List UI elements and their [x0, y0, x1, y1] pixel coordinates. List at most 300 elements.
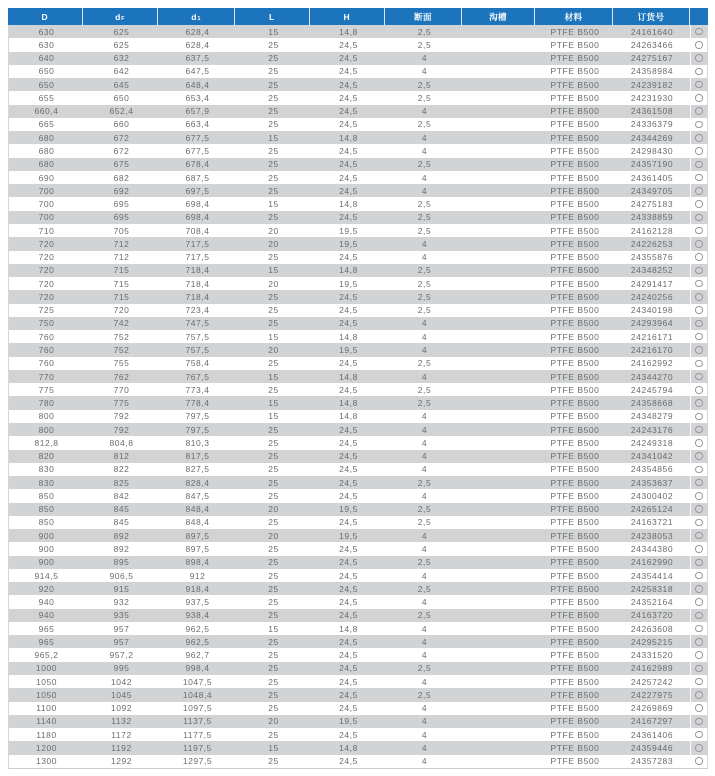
- cell-dinghuohao: 24238053: [630, 530, 674, 541]
- table-row: [9, 529, 707, 542]
- cell-D: 1140: [36, 716, 57, 727]
- cell-H: 14,8: [339, 371, 358, 382]
- cell-dF: 712: [113, 238, 130, 249]
- cell-d1: 962,5: [185, 623, 210, 634]
- cell-cailiao: PTFE B500: [550, 199, 600, 210]
- cell-goucao: [463, 476, 536, 489]
- cell-cailiao: PTFE B500: [550, 185, 600, 196]
- cell-dinghuohao: 24300402: [630, 490, 674, 501]
- cell-duanmian: 4: [421, 238, 428, 249]
- cell-goucao: [463, 622, 536, 635]
- cell-cailiao: PTFE B500: [550, 623, 600, 634]
- column-header-D: [8, 8, 83, 25]
- column-header-order-number: [613, 8, 690, 25]
- cell-L: 25: [268, 305, 279, 316]
- cell-d1: 677,5: [185, 146, 210, 157]
- cell-duanmian: 4: [421, 543, 428, 554]
- cell-marker: [690, 675, 707, 688]
- table-row: [9, 410, 707, 423]
- cell-L: 25: [268, 318, 279, 329]
- cell-cailiao: PTFE B500: [550, 265, 600, 276]
- cell-duanmian: 4: [421, 490, 428, 501]
- cell-goucao: [463, 396, 536, 409]
- cell-d1: 1097,5: [182, 703, 213, 714]
- cell-cailiao: PTFE B500: [550, 451, 600, 462]
- cell-L: 25: [268, 53, 279, 64]
- cell-goucao: [463, 290, 536, 303]
- table-row: [9, 436, 707, 449]
- cell-duanmian: 4: [421, 345, 428, 355]
- circle-icon: [695, 240, 703, 248]
- cell-cailiao: PTFE B500: [550, 583, 600, 594]
- cell-D: 812,8: [34, 437, 59, 448]
- cell-D: 680: [38, 132, 55, 143]
- cell-L: 20: [268, 278, 279, 289]
- cell-L: 20: [268, 504, 279, 515]
- cell-dF: 742: [113, 318, 130, 329]
- cell-goucao: [463, 662, 536, 675]
- table-row: [9, 277, 707, 290]
- column-label: 订货号: [637, 11, 665, 22]
- cell-d1: 962,7: [185, 650, 210, 661]
- cell-H: 14,8: [339, 132, 358, 143]
- cell-duanmian: 2,5: [417, 610, 432, 621]
- cell-D: 1050: [35, 689, 58, 700]
- cell-L: 25: [268, 570, 279, 581]
- cell-dinghuohao: 24258318: [630, 583, 674, 594]
- cell-marker: [690, 25, 707, 38]
- cell-H: 14,8: [339, 26, 358, 37]
- circle-icon: [695, 678, 703, 686]
- cell-duanmian: 2,5: [417, 663, 432, 674]
- cell-d1: 757,5: [185, 331, 210, 342]
- cell-goucao: [463, 383, 536, 396]
- cell-dinghuohao: 24357190: [630, 159, 674, 170]
- cell-duanmian: 4: [421, 371, 428, 382]
- cell-d1: 757,5: [185, 345, 210, 355]
- cell-marker: [690, 290, 707, 303]
- cell-duanmian: 4: [421, 716, 428, 727]
- cell-goucao: [463, 330, 536, 343]
- column-label: 材料: [564, 11, 583, 22]
- cell-H: 24,5: [339, 557, 358, 568]
- table-row: [9, 105, 707, 118]
- cell-L: 15: [268, 623, 279, 634]
- table-row: [9, 52, 707, 65]
- cell-D: 720: [38, 291, 55, 302]
- cell-duanmian: 4: [421, 729, 428, 740]
- cell-dF: 645: [113, 79, 130, 90]
- cell-dF: 1172: [111, 729, 132, 740]
- cell-dF: 675: [113, 159, 130, 170]
- table-row: [9, 609, 707, 622]
- cell-dF: 770: [113, 384, 130, 395]
- cell-D: 940: [38, 610, 55, 621]
- cell-cailiao: PTFE B500: [550, 53, 600, 64]
- cell-dF: 752: [113, 331, 130, 342]
- column-label: D: [41, 11, 49, 22]
- cell-goucao: [463, 675, 536, 688]
- cell-cailiao: PTFE B500: [550, 132, 600, 143]
- cell-duanmian: 4: [421, 424, 428, 435]
- cell-duanmian: 4: [421, 53, 428, 64]
- cell-marker: [690, 688, 707, 701]
- table-row: [9, 450, 707, 463]
- cell-L: 25: [268, 597, 279, 608]
- circle-icon: [695, 306, 703, 314]
- cell-L: 15: [268, 371, 279, 382]
- cell-marker: [690, 715, 707, 728]
- cell-cailiao: PTFE B500: [550, 756, 600, 767]
- table-row: [9, 144, 707, 157]
- table-row: [9, 91, 707, 104]
- cell-goucao: [463, 264, 536, 277]
- cell-dF: 892: [113, 530, 130, 541]
- table-row: [9, 569, 707, 582]
- cell-L: 15: [268, 331, 279, 342]
- cell-marker: [690, 648, 707, 661]
- cell-D: 655: [38, 92, 55, 103]
- cell-marker: [690, 503, 707, 516]
- cell-H: 14,8: [339, 411, 358, 422]
- cell-cailiao: PTFE B500: [550, 318, 600, 329]
- cell-marker: [690, 224, 707, 237]
- table-row: [9, 118, 707, 131]
- circle-icon: [695, 651, 703, 659]
- cell-L: 25: [268, 676, 279, 687]
- cell-marker: [690, 741, 707, 754]
- cell-H: 24,5: [339, 517, 358, 528]
- cell-H: 14,8: [339, 742, 358, 753]
- circle-icon: [695, 665, 703, 673]
- cell-H: 19,5: [339, 238, 358, 249]
- cell-H: 24,5: [339, 212, 358, 223]
- cell-marker: [690, 489, 707, 502]
- table-row: [9, 383, 707, 396]
- cell-H: 24,5: [339, 663, 358, 674]
- cell-D: 900: [38, 543, 55, 554]
- circle-icon: [695, 612, 703, 620]
- cell-d1: 718,4: [185, 278, 210, 289]
- cell-dinghuohao: 24265124: [630, 504, 674, 515]
- circle-icon: [695, 360, 703, 368]
- cell-H: 24,5: [339, 318, 358, 329]
- cell-dF: 660: [113, 119, 130, 130]
- circle-icon: [695, 147, 703, 155]
- cell-cailiao: PTFE B500: [550, 66, 600, 77]
- circle-icon: [695, 161, 703, 169]
- cell-d1: 817,5: [185, 451, 210, 462]
- cell-d1: 678,4: [185, 159, 210, 170]
- circle-icon: [695, 691, 703, 699]
- table-row: [9, 675, 707, 688]
- cell-goucao: [463, 609, 536, 622]
- cell-dF: 812: [113, 451, 130, 462]
- cell-H: 14,8: [339, 623, 358, 634]
- column-label: 断面: [414, 11, 432, 22]
- cell-H: 24,5: [339, 305, 358, 316]
- cell-D: 640: [38, 53, 55, 64]
- cell-d1: 912: [189, 570, 206, 581]
- cell-marker: [690, 635, 707, 648]
- table-row: [9, 741, 707, 754]
- cell-goucao: [463, 237, 536, 250]
- cell-dinghuohao: 24344380: [630, 543, 674, 554]
- table-row: [9, 556, 707, 569]
- cell-goucao: [463, 635, 536, 648]
- cell-d1: 897,5: [185, 530, 210, 541]
- cell-H: 24,5: [339, 291, 358, 302]
- table-row: [9, 317, 707, 330]
- cell-L: 25: [268, 39, 279, 50]
- circle-icon: [695, 253, 703, 261]
- circle-icon: [695, 399, 703, 407]
- cell-marker: [690, 463, 707, 476]
- cell-L: 25: [268, 66, 279, 77]
- cell-d1: 1048,4: [182, 689, 213, 700]
- cell-D: 680: [38, 146, 55, 157]
- circle-icon: [695, 413, 703, 421]
- cell-dF: 1132: [111, 716, 132, 727]
- cell-d1: 847,5: [185, 490, 210, 501]
- cell-H: 24,5: [339, 424, 358, 435]
- cell-d1: 698,4: [185, 212, 210, 223]
- cell-goucao: [463, 38, 536, 51]
- cell-cailiao: PTFE B500: [550, 650, 600, 661]
- circle-icon: [695, 333, 703, 341]
- cell-H: 19,5: [339, 530, 358, 541]
- cell-L: 15: [268, 132, 279, 143]
- table-body: [8, 25, 708, 769]
- cell-D: 710: [38, 225, 55, 236]
- cell-D: 630: [38, 39, 55, 50]
- cell-goucao: [463, 25, 536, 38]
- circle-icon: [695, 731, 703, 739]
- cell-H: 24,5: [339, 650, 358, 661]
- cell-duanmian: 4: [421, 570, 428, 581]
- cell-dinghuohao: 24257242: [630, 676, 674, 687]
- cell-D: 1050: [35, 676, 58, 687]
- cell-dinghuohao: 24161640: [630, 26, 674, 37]
- circle-icon: [695, 439, 703, 447]
- table-row: [9, 728, 707, 741]
- table-row: [9, 131, 707, 144]
- cell-D: 690: [38, 172, 55, 183]
- cell-dinghuohao: 24231930: [630, 92, 674, 103]
- cell-dinghuohao: 24358668: [630, 398, 674, 409]
- cell-L: 20: [268, 225, 279, 236]
- cell-dinghuohao: 24162992: [630, 358, 674, 369]
- cell-H: 14,8: [339, 265, 358, 276]
- cell-dinghuohao: 24163721: [630, 517, 674, 528]
- cell-marker: [690, 144, 707, 157]
- cell-dF: 935: [113, 610, 130, 621]
- cell-H: 24,5: [339, 610, 358, 621]
- cell-dF: 715: [113, 291, 130, 302]
- cell-cailiao: PTFE B500: [550, 79, 600, 90]
- cell-d1: 797,5: [185, 424, 210, 435]
- cell-H: 24,5: [339, 106, 358, 117]
- cell-marker: [690, 622, 707, 635]
- cell-L: 25: [268, 650, 279, 661]
- cell-duanmian: 2,5: [417, 305, 432, 316]
- cell-duanmian: 4: [421, 132, 428, 143]
- cell-dinghuohao: 24353637: [630, 477, 674, 488]
- cell-duanmian: 2,5: [417, 92, 432, 103]
- cell-cailiao: PTFE B500: [550, 291, 600, 302]
- cell-goucao: [463, 410, 536, 423]
- cell-goucao: [463, 52, 536, 65]
- cell-L: 15: [268, 742, 279, 753]
- circle-icon: [695, 28, 703, 36]
- cell-D: 900: [38, 557, 55, 568]
- cell-dF: 672: [113, 146, 130, 157]
- cell-H: 24,5: [339, 92, 358, 103]
- cell-L: 25: [268, 437, 279, 448]
- cell-d1: 657,9: [185, 106, 210, 117]
- cell-marker: [690, 197, 707, 210]
- table-row: [9, 648, 707, 661]
- cell-L: 25: [268, 79, 279, 90]
- cell-dinghuohao: 24336379: [630, 119, 674, 130]
- cell-d1: 1297,5: [182, 756, 213, 767]
- cell-dF: 705: [113, 225, 130, 236]
- circle-icon: [695, 452, 703, 460]
- cell-duanmian: 4: [421, 172, 428, 183]
- cell-marker: [690, 52, 707, 65]
- cell-cailiao: PTFE B500: [550, 490, 600, 501]
- circle-icon: [695, 704, 703, 712]
- cell-duanmian: 4: [421, 650, 428, 661]
- cell-dinghuohao: 24361508: [630, 106, 674, 117]
- cell-D: 700: [38, 185, 55, 196]
- cell-dinghuohao: 24227975: [630, 689, 674, 700]
- cell-d1: 697,5: [185, 185, 210, 196]
- cell-d1: 810,3: [185, 437, 210, 448]
- cell-duanmian: 2,5: [417, 39, 432, 50]
- cell-duanmian: 4: [421, 146, 428, 157]
- cell-D: 720: [38, 252, 55, 263]
- cell-d1: 698,4: [185, 199, 210, 210]
- cell-marker: [690, 131, 707, 144]
- cell-dF: 915: [113, 583, 130, 594]
- table-row: [9, 78, 707, 91]
- cell-H: 24,5: [339, 490, 358, 501]
- cell-cailiao: PTFE B500: [550, 146, 600, 157]
- circle-icon: [695, 214, 703, 222]
- cell-d1: 918,4: [185, 583, 210, 594]
- cell-marker: [690, 357, 707, 370]
- cell-goucao: [463, 118, 536, 131]
- cell-H: 19,5: [339, 504, 358, 515]
- cell-dinghuohao: 24349705: [630, 185, 674, 196]
- table-row: [9, 211, 707, 224]
- table-row: [9, 357, 707, 370]
- column-label: H: [343, 11, 351, 22]
- cell-D: 720: [38, 265, 55, 276]
- cell-D: 630: [38, 26, 55, 37]
- table-row: [9, 251, 707, 264]
- product-table: [8, 8, 708, 769]
- cell-dinghuohao: 24298430: [630, 146, 674, 157]
- circle-icon: [695, 572, 703, 580]
- cell-dinghuohao: 24216170: [630, 345, 674, 355]
- cell-goucao: [463, 224, 536, 237]
- cell-duanmian: 2,5: [417, 265, 432, 276]
- cell-goucao: [463, 78, 536, 91]
- cell-duanmian: 4: [421, 742, 428, 753]
- cell-marker: [690, 582, 707, 595]
- cell-cailiao: PTFE B500: [550, 424, 600, 435]
- cell-cailiao: PTFE B500: [550, 305, 600, 316]
- circle-icon: [695, 559, 703, 567]
- cell-dF: 804,8: [109, 437, 134, 448]
- cell-d1: 647,5: [185, 66, 210, 77]
- cell-duanmian: 2,5: [417, 79, 432, 90]
- cell-D: 1000: [35, 663, 58, 674]
- cell-cailiao: PTFE B500: [550, 570, 600, 581]
- cell-marker: [690, 105, 707, 118]
- cell-dF: 957: [113, 636, 130, 647]
- column-subscript: 1: [197, 16, 201, 22]
- cell-duanmian: 2,5: [417, 199, 432, 210]
- cell-L: 25: [268, 291, 279, 302]
- cell-marker: [690, 556, 707, 569]
- cell-marker: [690, 569, 707, 582]
- cell-marker: [690, 237, 707, 250]
- cell-marker: [690, 78, 707, 91]
- cell-marker: [690, 317, 707, 330]
- table-row: [9, 622, 707, 635]
- cell-marker: [690, 662, 707, 675]
- circle-icon: [695, 625, 703, 633]
- circle-icon: [695, 320, 703, 328]
- table-row: [9, 396, 707, 409]
- cell-dF: 720: [113, 305, 130, 316]
- cell-dF: 792: [113, 411, 130, 422]
- cell-duanmian: 2,5: [417, 477, 432, 488]
- cell-H: 19,5: [339, 716, 358, 727]
- cell-dF: 957: [113, 623, 130, 634]
- cell-goucao: [463, 688, 536, 701]
- cell-dF: 715: [113, 278, 130, 289]
- cell-cailiao: PTFE B500: [550, 610, 600, 621]
- cell-D: 700: [38, 199, 55, 210]
- cell-H: 19,5: [339, 345, 358, 355]
- table-row: [9, 489, 707, 502]
- cell-dinghuohao: 24275183: [630, 199, 674, 210]
- cell-cailiao: PTFE B500: [550, 212, 600, 223]
- cell-duanmian: 4: [421, 636, 428, 647]
- cell-L: 25: [268, 384, 279, 395]
- cell-duanmian: 2,5: [417, 212, 432, 223]
- cell-goucao: [463, 277, 536, 290]
- circle-icon: [695, 466, 703, 474]
- column-header-d1: [158, 8, 235, 25]
- cell-goucao: [463, 144, 536, 157]
- cell-L: 25: [268, 610, 279, 621]
- cell-duanmian: 4: [421, 66, 428, 77]
- cell-marker: [690, 251, 707, 264]
- cell-marker: [690, 118, 707, 131]
- cell-cailiao: PTFE B500: [550, 398, 600, 409]
- cell-D: 800: [38, 424, 55, 435]
- cell-d1: 718,4: [185, 291, 210, 302]
- cell-dF: 692: [113, 185, 130, 196]
- column-header-marker: [690, 8, 708, 25]
- cell-duanmian: 4: [421, 106, 428, 117]
- cell-duanmian: 4: [421, 597, 428, 608]
